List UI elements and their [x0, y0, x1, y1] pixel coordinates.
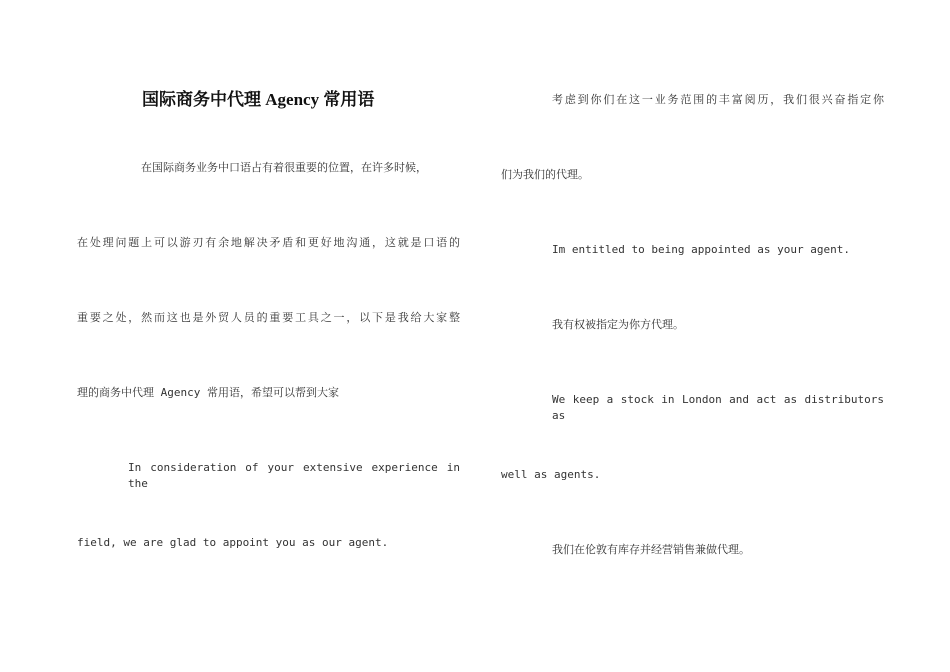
- right-chinese-line-2: 们为我们的代理。: [501, 168, 589, 181]
- left-paragraph-line-4: 理的商务中代理 Agency 常用语，希望可以帮到大家: [77, 386, 339, 399]
- right-chinese-line-4: 我们在伦敦有库存并经营销售兼做代理。: [552, 543, 750, 556]
- right-english-line-3: well as agents.: [501, 468, 601, 481]
- left-paragraph-line-2: 在处理问题上可以游刃有余地解决矛盾和更好地沟通，这就是口语的: [77, 236, 460, 249]
- right-chinese-line-1: 考虑到你们在这一业务范围的丰富阅历，我们很兴奋指定你: [552, 93, 884, 106]
- right-chinese-line-3: 我有权被指定为你方代理。: [552, 318, 684, 331]
- right-english-line-2: We keep a stock in London and act as distributors as: [552, 393, 884, 422]
- left-english-line-1: In consideration of your extensive experience in the: [128, 461, 460, 490]
- left-paragraph-line-3: 重要之处，然而这也是外贸人员的重要工具之一，以下是我给大家整: [77, 311, 460, 324]
- right-english-line-1: Im entitled to being appointed as your agent.: [552, 243, 851, 256]
- left-paragraph-line-1: 在国际商务业务中口语占有着很重要的位置，在许多时候，: [141, 161, 427, 174]
- left-english-line-2: field, we are glad to appoint you as our agent.: [77, 536, 389, 549]
- document-title: 国际商务中代理 Agency 常用语: [142, 90, 375, 109]
